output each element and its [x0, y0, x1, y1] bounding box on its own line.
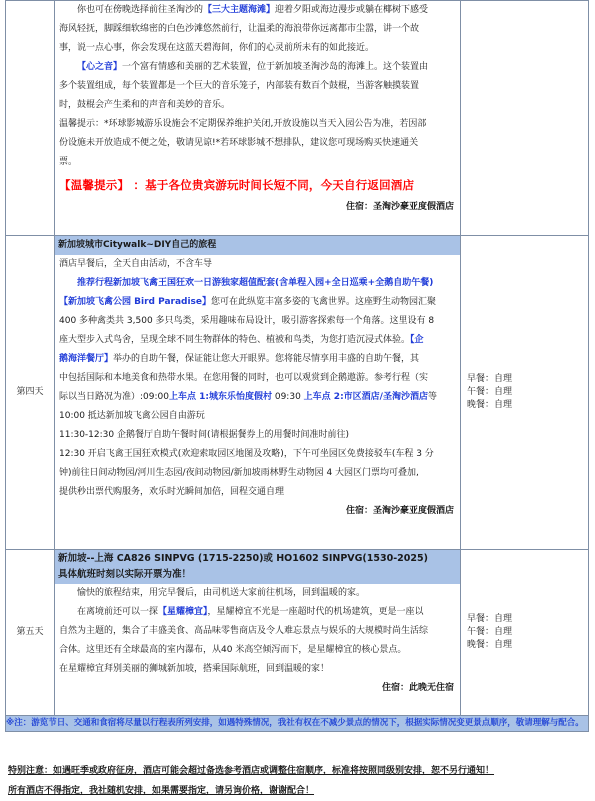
day3-line: 海风轻抚，脚踩细软绵密的白色沙滩悠然前行，让温柔的海浪带你远离都市尘嚣，讲一个故: [59, 24, 420, 34]
footer-notice-1: 特别注意：如遇旺季或政府征房，酒店可能会超过备选参考酒店或调整住宿顺序，标准将按照同级别安排，恕不另行通知！: [8, 766, 495, 776]
day3-label-cell: [6, 1, 55, 236]
breakfast: 早餐：自理: [467, 614, 513, 624]
red-notice: 【温馨提示】 ：基于各位贵宾游玩时间长短不同，今天自行返回酒店: [59, 178, 415, 192]
day4-recommend: 推荐行程新加坡飞禽王国狂欢一日游独家超值配套(含单程入园+全日巡乘+全鹅自助午餐): [77, 278, 434, 288]
flight-line: 新加坡--上海 CA826 SINPVG (1715-2250)或 HO1602 SINPVG(1530-2025): [58, 553, 428, 564]
itinerary-note: ※注：游览节日、交通和食宿将尽量以行程表所列安排，如遇特殊情况，我社有权在不减少景点的情况下，根据实际情况变更景点顺序，敬请理解与配合。: [6, 716, 589, 732]
bird-title: 【新加坡飞禽公园 Bird Paradise】: [59, 297, 212, 307]
bird-line: 400 多种禽类共 3,500 多只鸟类，采用趣味布局设计，吸引游客探索每一个角落。这里设有 8: [59, 316, 435, 326]
day4-label: 第四天: [6, 236, 55, 550]
dinner: 晚餐：自理: [467, 640, 513, 650]
bird-line: 座大型步入式鸟舍，呈现全球不同生物群体的特色、植被和鸟类，为您打造沉浸式体验。【企: [59, 335, 424, 345]
day5-line: 愉快的旅程结束，用完早餐后，由司机送大家前往机场，回到温暖的家。: [77, 588, 366, 598]
heart-line: 多个装置组成，每个装置都是一个巨大的音乐笼子，内部装有数百个鼓棍，当游客触摸装置: [59, 81, 420, 91]
day3-meal-cell: [461, 1, 589, 236]
beach-title: 【三大主题海滩】: [203, 5, 276, 15]
day3-content: [55, 1, 461, 236]
day4-line: 酒店早餐后，全天自由活动，不含车导: [59, 259, 213, 269]
day3-row: [6, 1, 589, 236]
day4-row: [6, 236, 589, 550]
day3-line: 事，说一点心事，你会发现在这蓝天碧海间，你们的心灵前所未有的如此接近。: [59, 43, 375, 53]
day5-label: 第五天: [6, 550, 55, 716]
penguin-line: 际以当日路况为准）:09:00上车点 1:城东乐怡度假村 09:30 上车点 2:市区酒店/圣淘沙酒店等: [59, 392, 437, 402]
day3-line: 你也可在傍晚选择前往圣淘沙的【三大主题海滩】迎着夕阳或海边漫步或躺在椰树下感受: [77, 5, 429, 15]
schedule-line: 11:30-12:30 企鹅餐厅自助午餐时间(请根据餐券上的用餐时间准时前往): [59, 430, 350, 440]
tip-line: 票。: [59, 157, 78, 167]
day5-stay: 住宿：此晚无住宿: [381, 683, 454, 693]
day5-title: [55, 550, 460, 584]
lunch: 午餐：自理: [467, 627, 513, 637]
jewel-line: 合体。这里还有全球最高的室内瀑布，从40 米高空倾泻而下，是星耀樟宜的核心景点。: [59, 645, 407, 655]
bird-line: 【新加坡飞禽公园 Bird Paradise】您可在此纵览丰富多姿的飞禽世界。这座野生动物园汇聚: [59, 297, 437, 307]
schedule-line: 钟)前往日间动物园/河川生态园/夜间动物园/新加坡雨林野生动物园 4 大园区门票均可叠加,: [59, 468, 419, 478]
pickup-2: 上车点 2:市区酒店/圣淘沙酒店: [303, 392, 428, 402]
pickup-1: 上车点 1:城东乐怡度假村: [168, 392, 272, 402]
jewel-line: 自然为主题的，集合了丰盛美食、高品味零售商店及令人难忘景点与娱乐的大规模时尚生活综: [59, 626, 429, 636]
schedule-line: 提供秒出票代购服务，欢乐时光瞬间加倍，回程交通自理: [59, 487, 285, 497]
day5-meals: [461, 550, 589, 716]
day5-content: [55, 550, 461, 716]
penguin-line: 鹅海洋餐厅】举办的自助午餐，保证能让您大开眼界。您将能尽情享用丰盛的自助午餐，其: [59, 354, 420, 364]
note-row: [6, 716, 589, 732]
jewel-line: 在离境前还可以一探【星耀樟宜】，星耀樟宜不光是一座超时代的机场建筑，更是一座以: [77, 607, 424, 617]
heart-line: 【心之音】一个富有情感和美丽的艺术装置，位于新加坡圣淘沙岛的海滩上。这个装置由: [77, 62, 429, 72]
day3-stay: 住宿：圣淘沙豪亚度假酒店: [345, 202, 454, 212]
flight-note: 具体航班时刻以实际开票为准！: [58, 569, 192, 580]
footer-notice-2: 所有酒店不得指定，我社随机安排，如果需要指定，请另询价格，谢谢配合！: [8, 786, 315, 796]
dinner: 晚餐：自理: [467, 400, 513, 410]
tip-line: 温馨提示：*环球影城游乐设施会不定期保养维护关闭,开放设施以当天入园公告为准，若因部: [59, 119, 427, 129]
heart-line: 时，鼓棍会产生柔和的声音和美妙的音乐。: [59, 100, 231, 110]
day4-meals: [461, 236, 589, 550]
jewel-title: 【星耀樟宜】: [158, 607, 208, 617]
lunch: 午餐：自理: [467, 387, 513, 397]
heart-title: 【心之音】: [77, 62, 123, 72]
day4-stay: 住宿：圣淘沙豪亚度假酒店: [345, 506, 454, 516]
penguin-title-a: 【企: [410, 335, 424, 345]
penguin-title-b: 鹅海洋餐厅】: [59, 354, 114, 364]
day4-title: 新加坡城市Citywalk~DIY自己的旅程: [55, 236, 460, 255]
penguin-line: 中包括国际和本地美食和热带水果。在您用餐的同时，也可以观赏到企鹅遨游。参考行程（实: [59, 373, 429, 383]
schedule-line: 10:00 抵达新加坡飞禽公园自由游玩: [59, 411, 205, 421]
tip-line: 份设施未开放造成不便之处，敬请见谅!*若环球影城不想排队，建议您可现场购买快速通关: [59, 138, 419, 148]
schedule-line: 12:30 开启飞禽王国狂欢模式(欢迎索取园区地图及攻略)，下午可坐园区免费接驳车(车程 3 分: [59, 449, 434, 459]
day5-row: [6, 550, 589, 716]
jewel-line: 在星耀樟宜拜别美丽的狮城新加坡，搭乘国际航班，回到温暖的家！: [59, 664, 330, 674]
breakfast: 早餐：自理: [467, 374, 513, 384]
itinerary-table: [5, 0, 589, 732]
day4-content: [55, 236, 461, 550]
